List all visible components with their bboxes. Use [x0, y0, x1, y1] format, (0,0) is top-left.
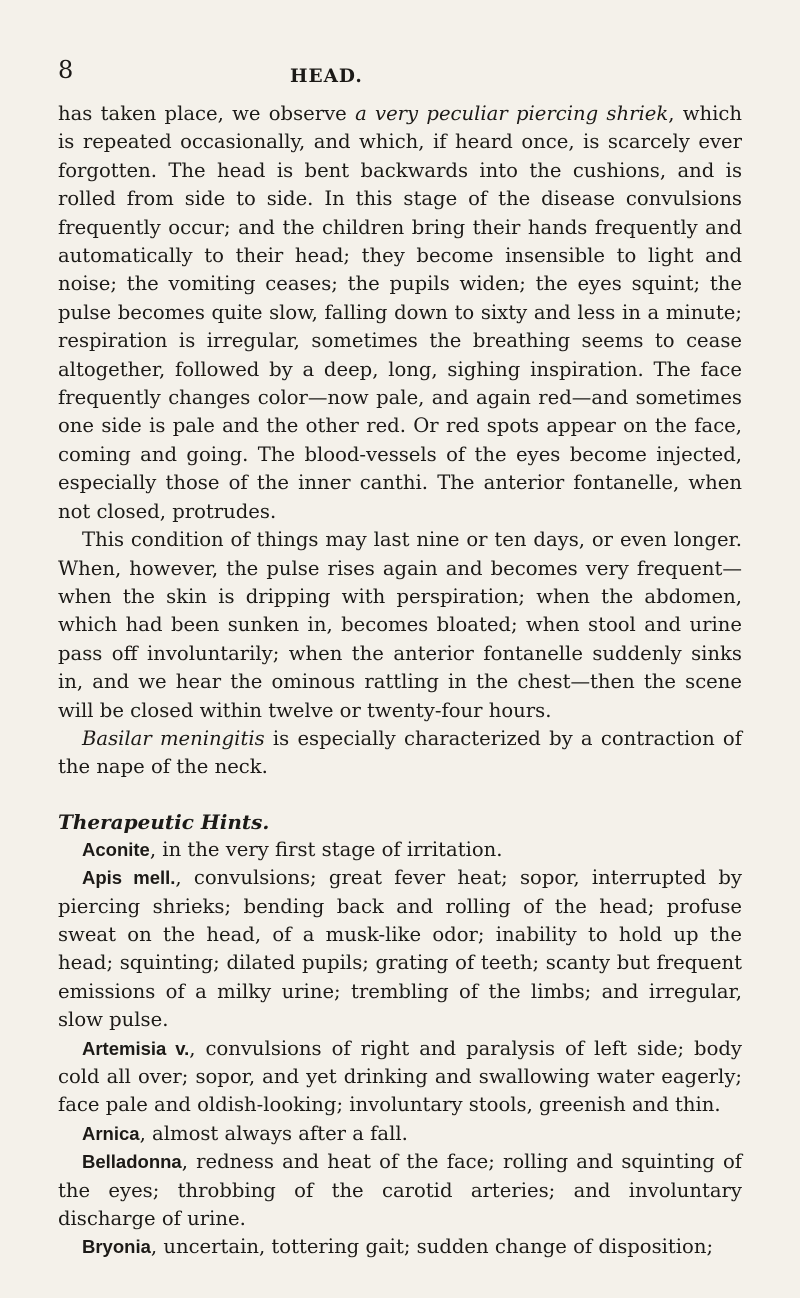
- remedy-entry: [58, 1233, 742, 1261]
- remedy-text: , in the very first stage of irritation.: [149, 837, 503, 861]
- page-number: 8: [58, 56, 74, 84]
- remedy-entry: [58, 1035, 742, 1120]
- remedy-name: Bryonia: [82, 1236, 151, 1258]
- remedy-text: , convulsions; great fever heat; sopor, interrupted by piercing shrieks; bending back and rolling of the head; profuse sweat on the head, of a musk-like odor; inability to hold up the head; squinting; dilated pupils; grating of teeth; scanty but frequent emissions of a milky urine; trembling of the limbs; and irregular, slow pulse.: [58, 866, 742, 1032]
- paragraph-basilar: [58, 725, 742, 782]
- remedy-name: Aconite: [82, 838, 150, 860]
- paragraph-symptoms-body: , which is repeated occasionally, and which, if heard once, is scarcely ever forgotten. The head is bent backwards into the cushions, and is rolled from side to side. In this stage of the disease convulsions frequently occur; and the children bring their hands frequently and automatically to their head; they become insensible to light and noise; the vomiting ceases; the pupils widen; the eyes squint; the pulse becomes quite slow, falling down to sixty and less in a minute; respiration is irregular, sometimes the breathing seems to cease altogether, followed by a deep, long, sighing inspiration. The face frequently changes color—now pale, and again red—and sometimes one side is pale and the other red. Or red spots appear on the face, coming and going. The blood-vessels of the eyes become injected, especially those of the inner canthi. The anterior fontanelle, when not closed, protrudes.: [58, 102, 742, 523]
- basilar-meningitis-term: Basilar meningitis: [82, 726, 265, 750]
- remedy-entry: [58, 1120, 742, 1148]
- remedy-entry: [58, 1148, 742, 1233]
- remedy-text: , uncertain, tottering gait; sudden change of disposition;: [150, 1235, 714, 1259]
- remedy-name: Artemisia v.: [82, 1037, 190, 1059]
- paragraph-course: This condition of things may last nine or ten days, or even longer. When, however, the pulse rises again and becomes very frequent—when the skin is dripping with perspiration; when the abdomen, which had been sunken in, becomes bloated; when stool and urine pass off involuntarily; when the anterior fontanelle suddenly sinks in, and we hear the ominous rattling in the chest—then the scene will be closed within twelve or twenty-four hours.: [58, 528, 742, 722]
- remedy-entry: [58, 836, 742, 864]
- remedy-text: , almost always after a fall.: [139, 1121, 408, 1145]
- remedy-name: Belladonna: [82, 1151, 182, 1173]
- running-head-title: HEAD.: [290, 66, 363, 87]
- remedy-text: , convulsions of right and paralysis of left side; body cold all over; sopor, and yet drinking and swallowing water eagerly; face pale and oldish-looking; involuntary stools, greenish and thin.: [58, 1036, 743, 1117]
- shriek-emphasis: a very peculiar piercing shriek: [355, 102, 669, 125]
- remedy-name: Arnica: [82, 1122, 140, 1144]
- remedy-name: Apis mell.: [82, 867, 176, 889]
- paragraph-basilar-body: is especially characterized by a contraction of the nape of the neck.: [58, 726, 742, 779]
- paragraph-symptoms-lead: has taken place, we observe: [58, 102, 356, 125]
- remedy-entry: [58, 864, 742, 1034]
- running-head: [58, 56, 742, 100]
- remedy-text: , redness and heat of the face; rolling and squinting of the eyes; throbbing of the carotid arteries; and involuntary discharge of urine.: [58, 1150, 742, 1231]
- book-page: [58, 56, 742, 1262]
- section-heading: Therapeutic Hints.: [58, 809, 270, 834]
- paragraph-symptoms: [58, 100, 742, 526]
